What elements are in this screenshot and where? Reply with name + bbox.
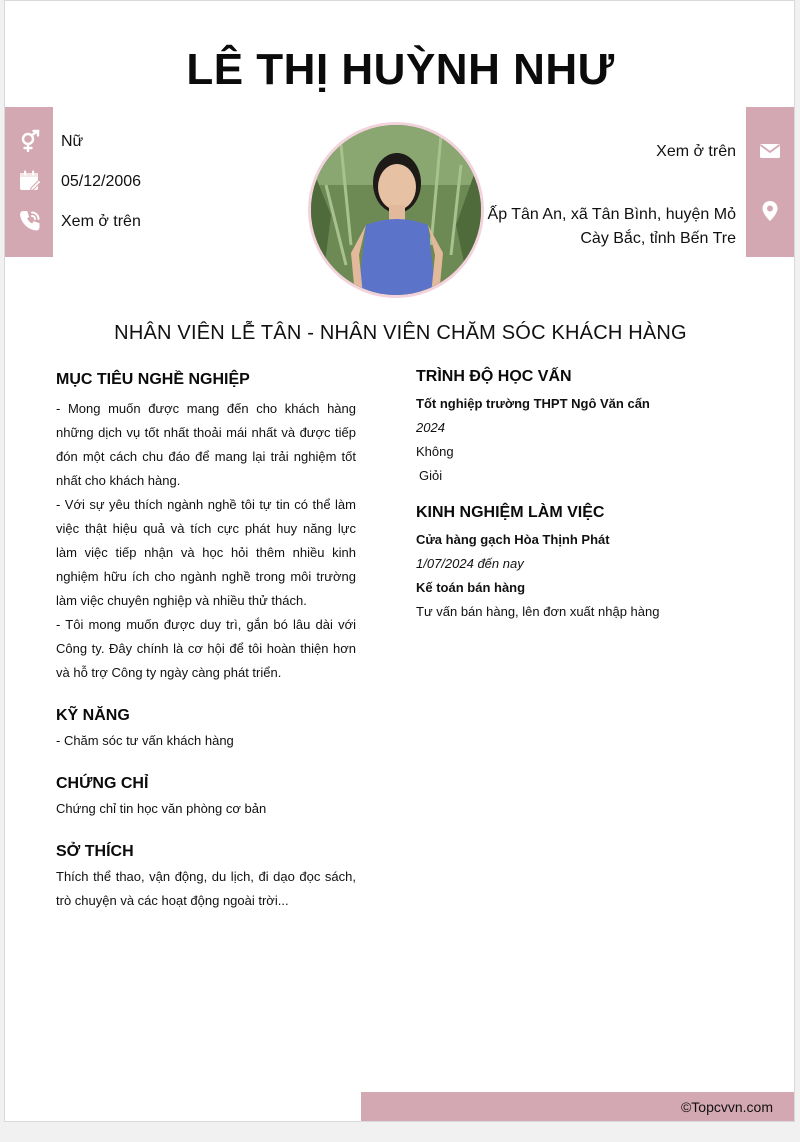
- experience-description: Tư vấn bán hàng, lên đơn xuất nhập hàng: [416, 604, 660, 619]
- experience-period: 1/07/2024 đến nay: [416, 556, 524, 571]
- education-school: Tốt nghiệp trường THPT Ngô Văn cấn: [416, 396, 650, 411]
- job-title: NHÂN VIÊN LỄ TÂN - NHÂN VIÊN CHĂM SÓC KHÁCH HÀNG: [114, 322, 687, 344]
- calendar-icon: [18, 169, 42, 193]
- objective-body: [56, 397, 356, 685]
- education-grade: Giỏi: [419, 468, 443, 483]
- address-text: [476, 203, 736, 251]
- address-line-1: Ấp Tân An, xã Tân Bình, huyện Mỏ: [487, 206, 736, 223]
- phone-text: Xem ở trên: [61, 213, 141, 230]
- phone-icon: [18, 209, 42, 233]
- certificates-text: Chứng chỉ tin học văn phòng cơ bản: [56, 801, 267, 816]
- experience-position: Kế toán bán hàng: [416, 580, 526, 595]
- address-line-2: Cày Bắc, tỉnh Bến Tre: [580, 230, 736, 247]
- education-entry: [416, 392, 746, 488]
- education-year: 2024: [416, 420, 445, 435]
- location-icon: [758, 199, 782, 223]
- certificates-title: CHỨNG CHỈ: [56, 775, 149, 792]
- cv-page: [4, 0, 795, 1122]
- footer-bar: [361, 1092, 795, 1122]
- left-column: [56, 371, 356, 913]
- education-field: Không: [416, 444, 454, 459]
- footer-copyright: ©Topcvvn.com: [680, 1099, 773, 1115]
- education-title: TRÌNH ĐỘ HỌC VẤN: [416, 368, 572, 385]
- experience-company: Cửa hàng gạch Hòa Thịnh Phát: [416, 532, 610, 547]
- gender-text: Nữ: [61, 133, 84, 150]
- skills-title: KỸ NĂNG: [56, 707, 130, 724]
- right-column: [416, 368, 746, 624]
- objective-paragraph: - Tôi mong muốn được duy trì, gắn bó lâu dài với Công ty. Đây chính là cơ hội để tôi hoàn thiện hơn và hỗ trợ Công ty ngày càng phát triển.: [56, 617, 356, 680]
- avatar: [308, 122, 484, 298]
- objective-paragraph: - Với sự yêu thích ngành nghề tôi tự tin có thể làm việc thật hiệu quả và tích cực phát huy năng lực làm việc tiếp nhận và học hỏi thêm nhiều kinh nghiệm hữu ích cho ngành nghề trong môi trường làm việc chuyên nghiệp và nhiều thử thách.: [56, 497, 356, 608]
- objective-title: MỤC TIÊU NGHỀ NGHIỆP: [56, 371, 250, 388]
- hobbies-text: Thích thể thao, vận động, du lịch, đi dạo đọc sách, trò chuyện và các hoạt động ngoài trời...: [56, 869, 356, 908]
- hobbies-title: SỞ THÍCH: [56, 843, 134, 860]
- experience-entry: [416, 528, 746, 624]
- skills-text: - Chăm sóc tư vấn khách hàng: [56, 733, 234, 748]
- candidate-name: LÊ THỊ HUỲNH NHƯ: [186, 45, 615, 94]
- right-accent-bar: [746, 107, 794, 257]
- birthday-text: 05/12/2006: [61, 173, 142, 190]
- objective-paragraph: - Mong muốn được mang đến cho khách hàng những dịch vụ tốt nhất thoải mái nhất và được tiếp đón một cách chu đáo để mang lại trải nghiệm tốt nhất cho khách hàng.: [56, 401, 356, 488]
- mail-icon: [758, 139, 782, 163]
- left-accent-bar: [5, 107, 53, 257]
- gender-icon: [18, 129, 42, 153]
- email-text: Xem ở trên: [656, 143, 736, 160]
- experience-title: KINH NGHIỆM LÀM VIỆC: [416, 504, 605, 521]
